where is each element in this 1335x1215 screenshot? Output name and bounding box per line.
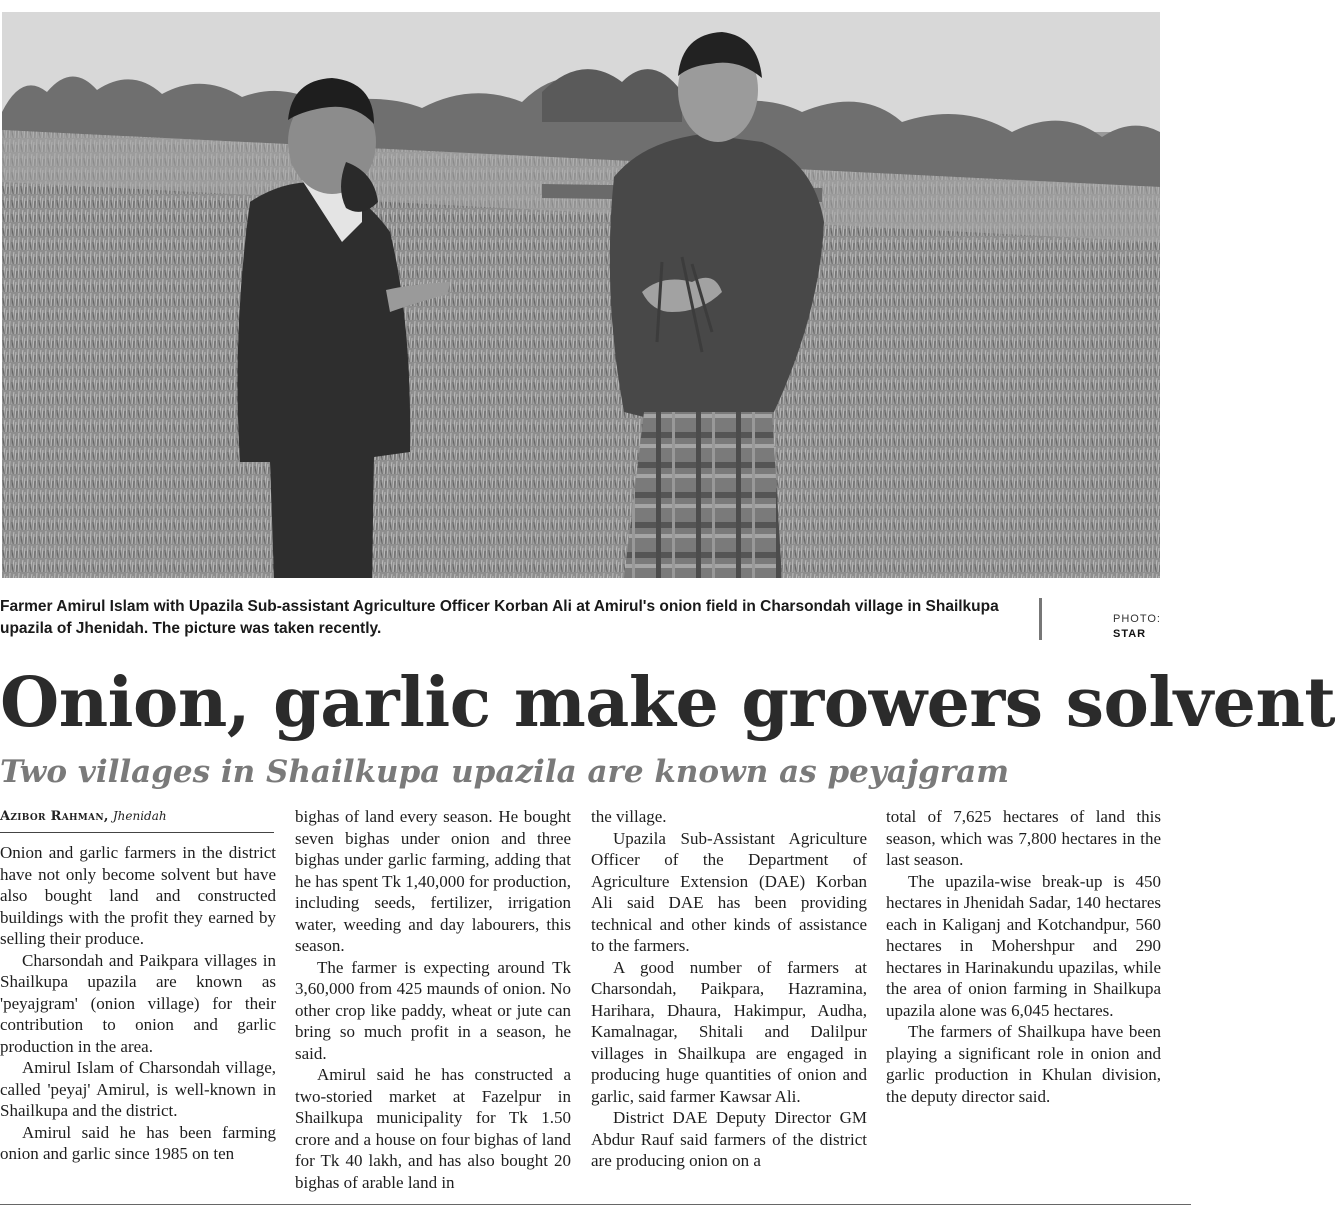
credit-divider xyxy=(1039,598,1042,640)
photo-credit-source: STAR xyxy=(1113,628,1147,640)
news-photo xyxy=(2,12,1160,578)
photo-credit-label: PHOTO: xyxy=(1113,613,1161,625)
byline xyxy=(0,806,167,827)
paragraph: bighas of land every season. He bought seven bighas under onion and three bighas under garlic farming, adding that he has spent Tk 1,40,000 for production, including seeds, fertilizer, irrigation water, weeding and day labourers, this season. xyxy=(295,807,571,955)
paragraph: Onion and garlic farmers in the district have not only become solvent but have also bought land and constructed buildings with the profit they earned by selling their produce. xyxy=(0,843,276,948)
paragraph: total of 7,625 hectares of land this season, which was 7,800 hectares in the last season. xyxy=(886,807,1161,869)
paragraph: Amirul said he has constructed a two-storied market at Fazelpur in Shailkupa municipality for Tk 1.50 crore and a house on four bighas of land for Tk 40 lakh, and has also bought 20 bighas of arable land in xyxy=(295,1065,571,1192)
article-column-3 xyxy=(591,806,867,1202)
paragraph: Upazila Sub-Assistant Agriculture Officer of the Department of Agriculture Extension (DAE) Korban Ali said DAE has been providing technical and other kinds of assistance to the farmers. xyxy=(591,828,867,955)
photo-credit xyxy=(1113,612,1161,642)
paragraph: The upazila-wise break-up is 450 hectares in Jhenidah Sadar, 140 hectares each in Kaliganj and Kotchandpur, 560 hectares in Mohershpur and 290 hectares in Harinakundu upazilas, while the area of onion farming in Shailkupa upazila alone was 6,045 hectares. xyxy=(886,871,1161,1020)
byline-place: Jhenidah xyxy=(112,809,167,823)
paragraph: Charsondah and Paikpara villages in Shailkupa upazila are known as 'peyajgram' (onion village) for their contribution to onion and garlic production in the area. xyxy=(0,950,276,1056)
paragraph: A good number of farmers at Charsondah, Paikpara, Hazramina, Harihara, Dhaura, Hakimpur, Audha, Kamalnagar, Shitali and Dalilpur villages in Shailkupa are engaged in producing huge quantities of onion and garlic, said farmer Kawsar Ali. xyxy=(591,957,867,1106)
article-column-1 xyxy=(0,842,276,1202)
byline-author: Azibor Rahman, xyxy=(0,809,109,824)
byline-divider xyxy=(0,832,274,833)
headline: Onion, garlic make growers solvent xyxy=(0,663,1335,743)
subheadline: Two villages in Shailkupa upazila are known as peyajgram xyxy=(0,754,1010,790)
paragraph: District DAE Deputy Director GM Abdur Rauf said farmers of the district are producing onion on a xyxy=(591,1108,867,1170)
paragraph: Amirul said he has been farming onion and garlic since 1985 on ten xyxy=(0,1122,276,1163)
bottom-divider xyxy=(0,1204,1191,1205)
paragraph: Amirul Islam of Charsondah village, called 'peyaj' Amirul, is well-known in Shailkupa and the district. xyxy=(0,1058,276,1120)
paragraph: The farmer is expecting around Tk 3,60,000 from 425 maunds of onion. No other crop like paddy, wheat or jute can bring so much profit in a season, he said. xyxy=(295,957,571,1063)
paragraph: the village. xyxy=(591,807,667,826)
paragraph: The farmers of Shailkupa have been playing a significant role in onion and garlic production in Khulan division, the deputy director said. xyxy=(886,1022,1161,1106)
article-column-4 xyxy=(886,806,1161,1202)
photo-caption: Farmer Amirul Islam with Upazila Sub-assistant Agriculture Officer Korban Ali at Amirul's onion field in Charsondah village in Shailkupa upazila of Jhenidah. The picture was taken recently. xyxy=(0,598,999,637)
article-column-2 xyxy=(295,806,571,1202)
